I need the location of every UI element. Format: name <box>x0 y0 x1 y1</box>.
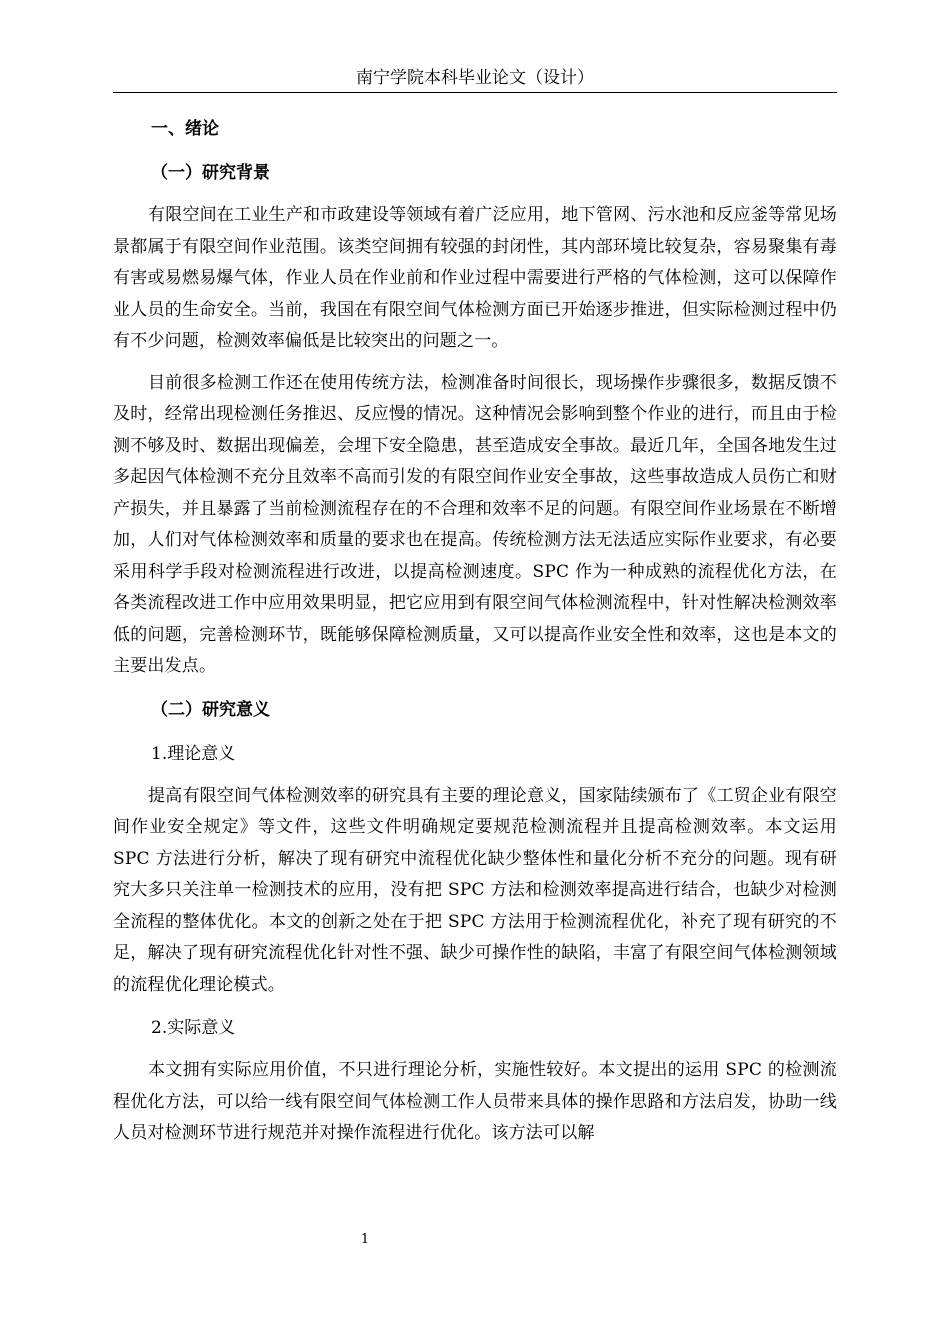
chapter-heading: 一、绪论 <box>151 119 219 139</box>
subsection-heading-practice: 2.实际意义 <box>151 1018 236 1038</box>
section-heading-significance: （二）研究意义 <box>151 699 270 720</box>
running-header: 南宁学院本科毕业论文（设计） <box>113 66 837 93</box>
paragraph-theory: 提高有限空间气体检测效率的研究具有主要的理论意义，国家陆续颁布了《工贸企业有限空间作业安全规定》等文件，这些文件明确规定要规范检测流程并且提高检测效率。本文运用 SPC 方法进行分析，解决了现有研究中流程优化缺少整体性和量化分析不充分的问题。现有研究大多只关注单一检测技术的应用，没有把 SPC 方法和检测效率提高进行结合，也缺少对检测全流程的整体优化。本文的创新之处在于把 SPC 方法用于检测流程优化，补充了现有研究的不足，解决了现有研究流程优化针对性不强、缺少可操作性的缺陷，丰富了有限空间气体检测领域的流程优化理论模式。 <box>113 785 837 995</box>
paper-body <box>113 112 837 1160</box>
paragraph-background-1: 有限空间在工业生产和市政建设等领域有着广泛应用，地下管网、污水池和反应釜等常见场景都属于有限空间作业范围。该类空间拥有较强的封闭性，其内部环境比较复杂，容易聚集有毒有害或易燃易爆气体，作业人员在作业前和作业过程中需要进行严格的气体检测，这可以保障作业人员的生命安全。当前，我国在有限空间气体检测方面已开始逐步推进，但实际检测过程中仍有不少问题，检测效率偏低是比较突出的问题之一。 <box>113 205 837 351</box>
page-number: 1 <box>360 1232 370 1247</box>
paragraph-practice: 本文拥有实际应用价值，不只进行理论分析，实施性较好。本文提出的运用 SPC 的检测流程优化方法，可以给一线有限空间气体检测工作人员带来具体的操作思路和方法启发，协助一线人员对检测环节进行规范并对操作流程进行优化。该方法可以解 <box>113 1060 837 1143</box>
paragraph-background-2: 目前很多检测工作还在使用传统方法，检测准备时间很长，现场操作步骤很多，数据反馈不及时，经常出现检测任务推迟、反应慢的情况。这种情况会影响到整个作业的进行，而且由于检测不够及时、数据出现偏差，会埋下安全隐患，甚至造成安全事故。最近几年，全国各地发生过多起因气体检测不充分且效率不高而引发的有限空间作业安全事故，这些事故造成人员伤亡和财产损失，并且暴露了当前检测流程存在的不合理和效率不足的问题。有限空间作业场景在不断增加，人们对气体检测效率和质量的要求也在提高。传统检测方法无法适应实际作业要求，有必要采用科学手段对检测流程进行改进，以提高检测速度。SPC 作为一种成熟的流程优化方法，在各类流程改进工作中应用效果明显，把它应用到有限空间气体检测流程中，针对性解决检测效率低的问题，完善检测环节，既能够保障检测质量，又可以提高作业安全性和效率，这也是本文的主要出发点。 <box>113 372 837 676</box>
subsection-heading-theory: 1.理论意义 <box>151 743 236 764</box>
section-heading-background: （一）研究背景 <box>151 163 270 183</box>
